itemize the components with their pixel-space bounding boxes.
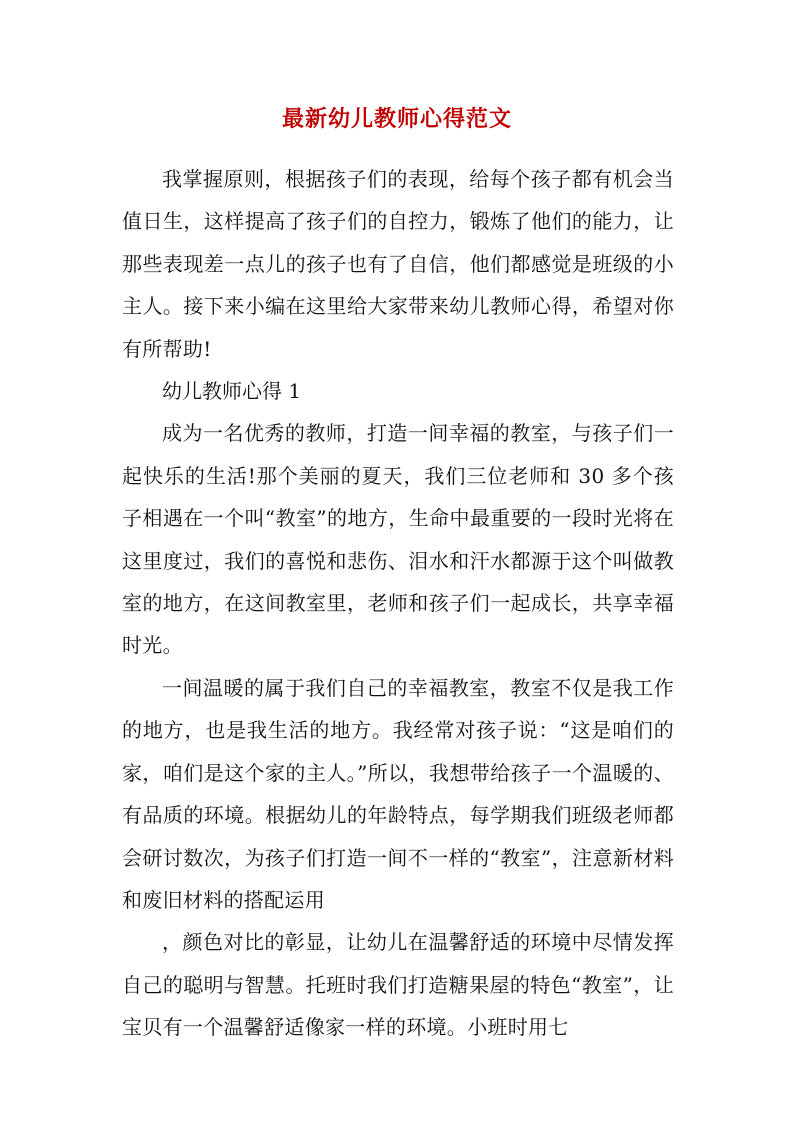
- paragraph-3: ，颜色对比的彰显，让幼儿在温馨舒适的环境中尽情发挥自己的聪明与智慧。托班时我们打造糖果屋的特色“教室”，让宝贝有一个温馨舒适像家一样的环境。小班时用七: [122, 930, 674, 1040]
- intro-paragraph: 我掌握原则，根据孩子们的表现，给每个孩子都有机会当值日生，这样提高了孩子们的自控力，锻炼了他们的能力，让那些表现差一点儿的孩子也有了自信，他们都感觉是班级的小主人。接下来小编在这里给大家带来幼儿教师心得，希望对你有所帮助!: [122, 167, 674, 361]
- section-heading: 幼儿教师心得 1: [162, 379, 302, 404]
- document-title: 最新幼儿教师心得范文: [281, 106, 512, 132]
- paragraph-2: 一间温暖的属于我们自己的幸福教室，教室不仅是我工作的地方，也是我生活的地方。我经常对孩子说：“这是咱们的家，咱们是这个家的主人。”所以，我想带给孩子一个温暖的、有品质的环境。根据幼儿的年龄特点，每学期我们班级老师都会研讨数次，为孩子们打造一间不一样的“教室”，注意新材料和废旧材料的搭配运用: [122, 675, 674, 912]
- document-body: [122, 158, 674, 1049]
- paragraph-1: 成为一名优秀的教师，打造一间幸福的教室，与孩子们一起快乐的生活!那个美丽的夏天，我们三位老师和 30 多个孩子相遇在一个叫“教室”的地方，生命中最重要的一段时光将在这里度过，我们的喜悦和悲伤、泪水和汗水都源于这个叫做教室的地方，在这间教室里，老师和孩子们一起成长，共享幸福时光。: [122, 421, 674, 658]
